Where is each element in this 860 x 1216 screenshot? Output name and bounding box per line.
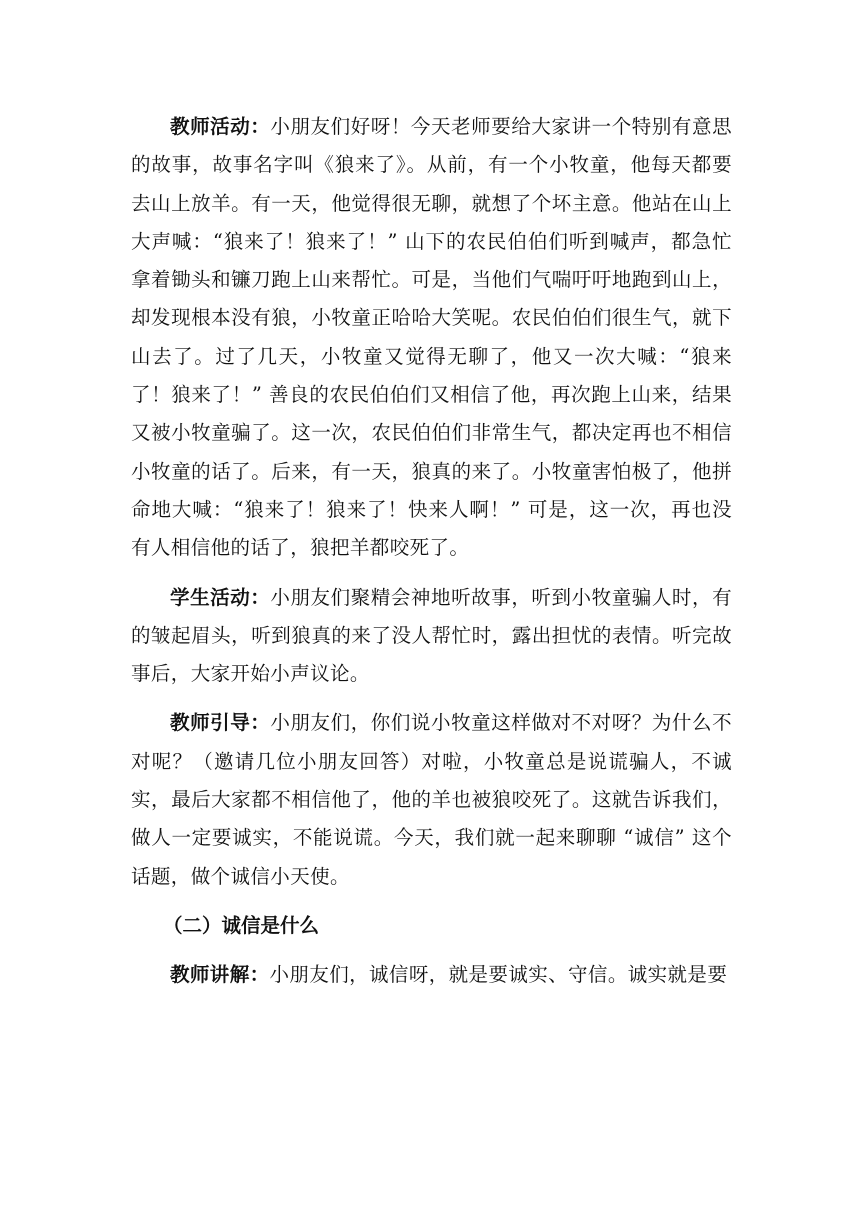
paragraph-label: 教师活动： bbox=[170, 115, 271, 138]
paragraph-text: 小朋友们，诚信呀，就是要诚实、守信。诚实就是要 bbox=[269, 963, 728, 987]
paragraph-teacher-activity bbox=[131, 108, 732, 568]
paragraph-label: 学生活动： bbox=[170, 585, 271, 609]
paragraph-teacher-explanation bbox=[131, 956, 732, 994]
paragraph-student-activity bbox=[131, 579, 732, 694]
paragraph-text: 小朋友们聚精会神地听故事，听到小牧童骗人时，有的皱起眉头，听到狼真的来了没人帮忙时，露出担忧的表情。听完故事后，大家开始小声议论。 bbox=[131, 585, 732, 686]
section-heading: （二）诚信是什么 bbox=[163, 913, 320, 937]
paragraph-text: 小朋友们好呀！今天老师要给大家讲一个特别有意思的故事，故事名字叫《狼来了》。从前，有一个小牧童，他每天都要去山上放羊。有一天，他觉得很无聊，就想了个坏主意。他站在山上大声喊：“狼来了！狼来了！” 山下的农民伯伯们听到喊声，都急忙拿着锄头和镰刀跑上山来帮忙。可是，当他们气喘吁吁地跑到山上，却发现根本没有狼，小牧童正哈哈大笑呢。农民伯伯们很生气，就下山去了。过了几天，小牧童又觉得无聊了，他又一次大喊：“狼来了！狼来了！” 善良的农民伯伯们又相信了他，再次跑上山来，结果又被小牧童骗了。这一次，农民伯伯们非常生气，都决定再也不相信小牧童的话了。后来，有一天，狼真的来了。小牧童害怕极了，他拼命地大喊：“狼来了！狼来了！快来人啊！” 可是，这一次，再也没有人相信他的话了，狼把羊都咬死了。 bbox=[131, 115, 732, 560]
paragraph-text: 小朋友们，你们说小牧童这样做对不对呀？为什么不对呢？（邀请几位小朋友回答）对啦，小牧童总是说谎骗人，不诚实，最后大家都不相信他了，他的羊也被狼咬死了。这就告诉我们，做人一定要诚实，不能说谎。今天，我们就一起来聊聊 “诚信” 这个话题，做个诚信小天使。 bbox=[131, 711, 732, 888]
paragraph-label: 教师引导： bbox=[170, 711, 271, 735]
paragraph-teacher-guidance bbox=[131, 704, 732, 895]
paragraph-label: 教师讲解： bbox=[170, 963, 270, 987]
